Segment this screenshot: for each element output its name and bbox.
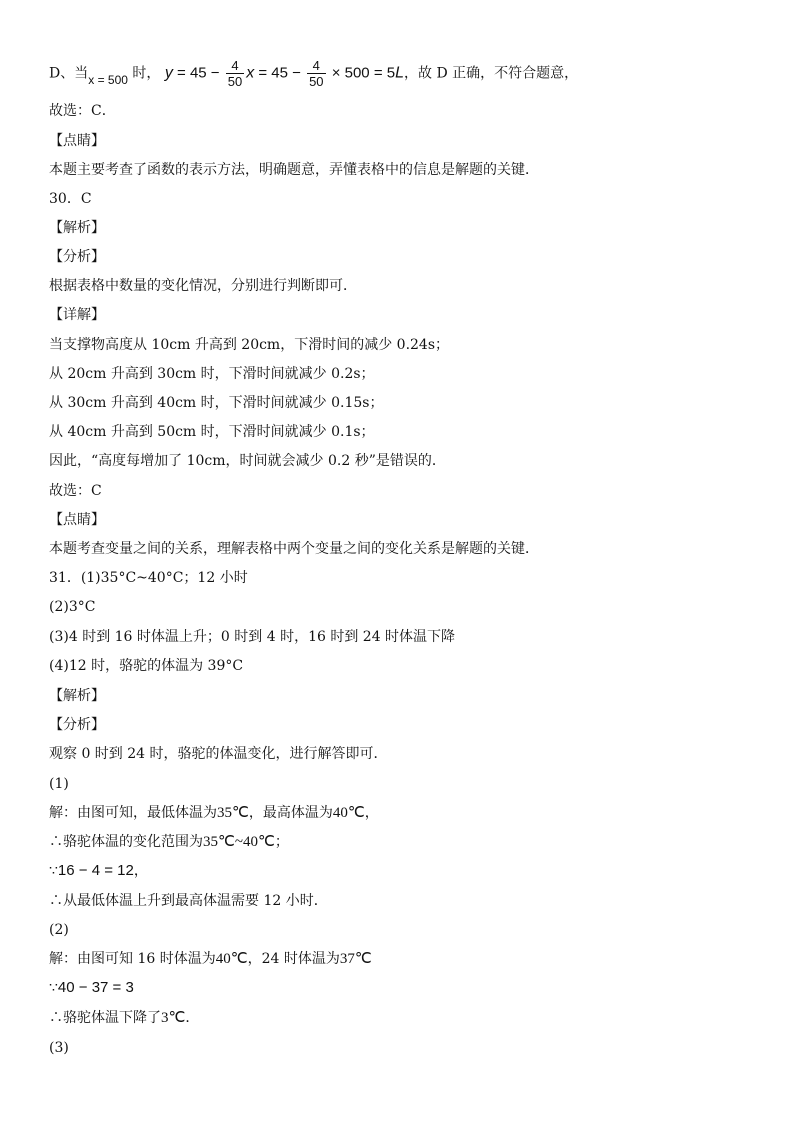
fraction-2-numerator: 4 bbox=[307, 58, 325, 74]
temp-range-value: 35℃~40℃ bbox=[203, 834, 275, 850]
part-1-label: (1) bbox=[49, 776, 69, 792]
section-heading-jiexi-31: 【解析】 bbox=[49, 688, 105, 704]
fraction-1-numerator: 4 bbox=[226, 58, 244, 74]
fraction-1 bbox=[226, 58, 244, 89]
question-31-answer-4: (4)12 时，骆驼的体温为 39°C bbox=[49, 658, 244, 674]
option-d-suffix: ，故 D 正确，不符合题意， bbox=[404, 65, 579, 82]
detail-line-2: 从 20cm 升高到 30cm 时，下滑时间就减少 0.2s； bbox=[49, 366, 375, 382]
section-heading-xiangjie-30: 【详解】 bbox=[49, 307, 105, 323]
part-1-line-4: ∴从最低体温上升到最高体温需要 12 小时． bbox=[49, 893, 328, 909]
var-x: x bbox=[246, 64, 255, 82]
part-2-line-1-text-c: ，24 时体温为 bbox=[247, 951, 340, 967]
var-y: y bbox=[164, 64, 173, 82]
part-2-label: (2) bbox=[49, 922, 69, 938]
answer-line-1: 故选：C． bbox=[49, 103, 116, 119]
analysis-text-30: 根据表格中数量的变化情况，分别进行判断即可． bbox=[49, 278, 357, 294]
analysis-text-31: 观察 0 时到 24 时，骆驼的体温变化，进行解答即可． bbox=[49, 746, 388, 762]
part-1-line-2-text-c: ； bbox=[274, 834, 289, 850]
fraction-2-denominator: 50 bbox=[309, 74, 324, 89]
temp-16h-value: 40℃ bbox=[215, 951, 248, 967]
fraction-2 bbox=[307, 58, 325, 89]
part-1-line-1 bbox=[49, 803, 379, 823]
detail-conclusion: 因此，“高度每增加了 10cm，时间就会减少 0.2 秒”是错误的． bbox=[49, 453, 446, 469]
section-heading-jiexi-30: 【解析】 bbox=[49, 220, 105, 236]
eq-part-1: = 45 − bbox=[172, 64, 224, 82]
question-31-answer-2: (2)3°C bbox=[49, 599, 96, 615]
part-2-line-3-text-c: ． bbox=[185, 1010, 200, 1026]
comment-text-1: 本题主要考查了函数的表示方法，明确题意，弄懂表格中的信息是解题的关键． bbox=[49, 162, 539, 178]
option-d-condition: x = 500 bbox=[88, 72, 128, 87]
detail-line-4: 从 40cm 升高到 50cm 时，下滑时间就减少 0.1s； bbox=[49, 424, 375, 440]
question-31-answer-1: 31．(1)35°C~40°C；12 小时 bbox=[49, 570, 248, 586]
part-2-line-1-text-a: 解：由图可知 16 时体温为 bbox=[49, 951, 216, 967]
part-2-line-2 bbox=[49, 978, 134, 998]
temp-drop-value: 3℃ bbox=[161, 1010, 186, 1026]
temp-24h-value: 37℃ bbox=[339, 951, 372, 967]
option-d-line bbox=[49, 58, 578, 89]
part-1-line-3 bbox=[49, 861, 148, 881]
part-2-line-1 bbox=[49, 949, 372, 969]
section-heading-fenxi-31: 【分析】 bbox=[49, 717, 105, 733]
part-1-line-3-text-c: ， bbox=[133, 863, 148, 879]
part-3-label: (3) bbox=[49, 1040, 69, 1056]
because-symbol-2: ∵ bbox=[49, 980, 58, 996]
option-d-prefix: D、当 bbox=[49, 65, 89, 82]
part-1-line-2 bbox=[49, 832, 289, 852]
question-30-answer: 30．C bbox=[49, 191, 92, 207]
part-2-equation: 40 − 37 = 3 bbox=[57, 979, 134, 996]
part-2-line-3-text-a: ∴骆驼体温下降了 bbox=[49, 1010, 161, 1026]
detail-line-3: 从 30cm 升高到 40cm 时，下滑时间就减少 0.15s； bbox=[49, 395, 384, 411]
part-1-line-1-text-a: 解：由图可知，最低体温为 bbox=[49, 805, 217, 821]
section-heading-dianjing-2: 【点睛】 bbox=[49, 512, 105, 528]
comment-text-2: 本题考查变量之间的关系，理解表格中两个变量之间的变化关系是解题的关键． bbox=[49, 541, 539, 557]
part-1-line-1-text-c: ，最高体温为 bbox=[248, 805, 333, 821]
max-temp-value: 40℃ bbox=[332, 805, 365, 821]
min-temp-value: 35℃ bbox=[217, 805, 249, 821]
unit-L: L bbox=[395, 64, 404, 82]
option-d-shi: 时， bbox=[132, 65, 161, 82]
part-1-line-1-text-e: ， bbox=[364, 805, 379, 821]
detail-line-1: 当支撑物高度从 10cm 升高到 20cm，下滑时间的减少 0.24s； bbox=[49, 337, 450, 353]
section-heading-dianjing-1: 【点睛】 bbox=[49, 133, 105, 149]
eq-part-3: × 500 = 5 bbox=[327, 64, 396, 82]
part-1-line-2-text-a: ∴骆驼体温的变化范围为 bbox=[49, 834, 203, 850]
part-1-equation: 16 − 4 = 12 bbox=[57, 862, 134, 879]
part-2-line-3 bbox=[49, 1008, 199, 1028]
section-heading-fenxi-30: 【分析】 bbox=[49, 249, 105, 265]
eq-part-2: = 45 − bbox=[254, 64, 306, 82]
question-31-answer-3: (3)4 时到 16 时体温上升；0 时到 4 时，16 时到 24 时体温下降 bbox=[49, 629, 456, 645]
because-symbol: ∵ bbox=[49, 863, 58, 879]
fraction-1-denominator: 50 bbox=[227, 74, 243, 89]
answer-line-2: 故选：C bbox=[49, 483, 102, 499]
